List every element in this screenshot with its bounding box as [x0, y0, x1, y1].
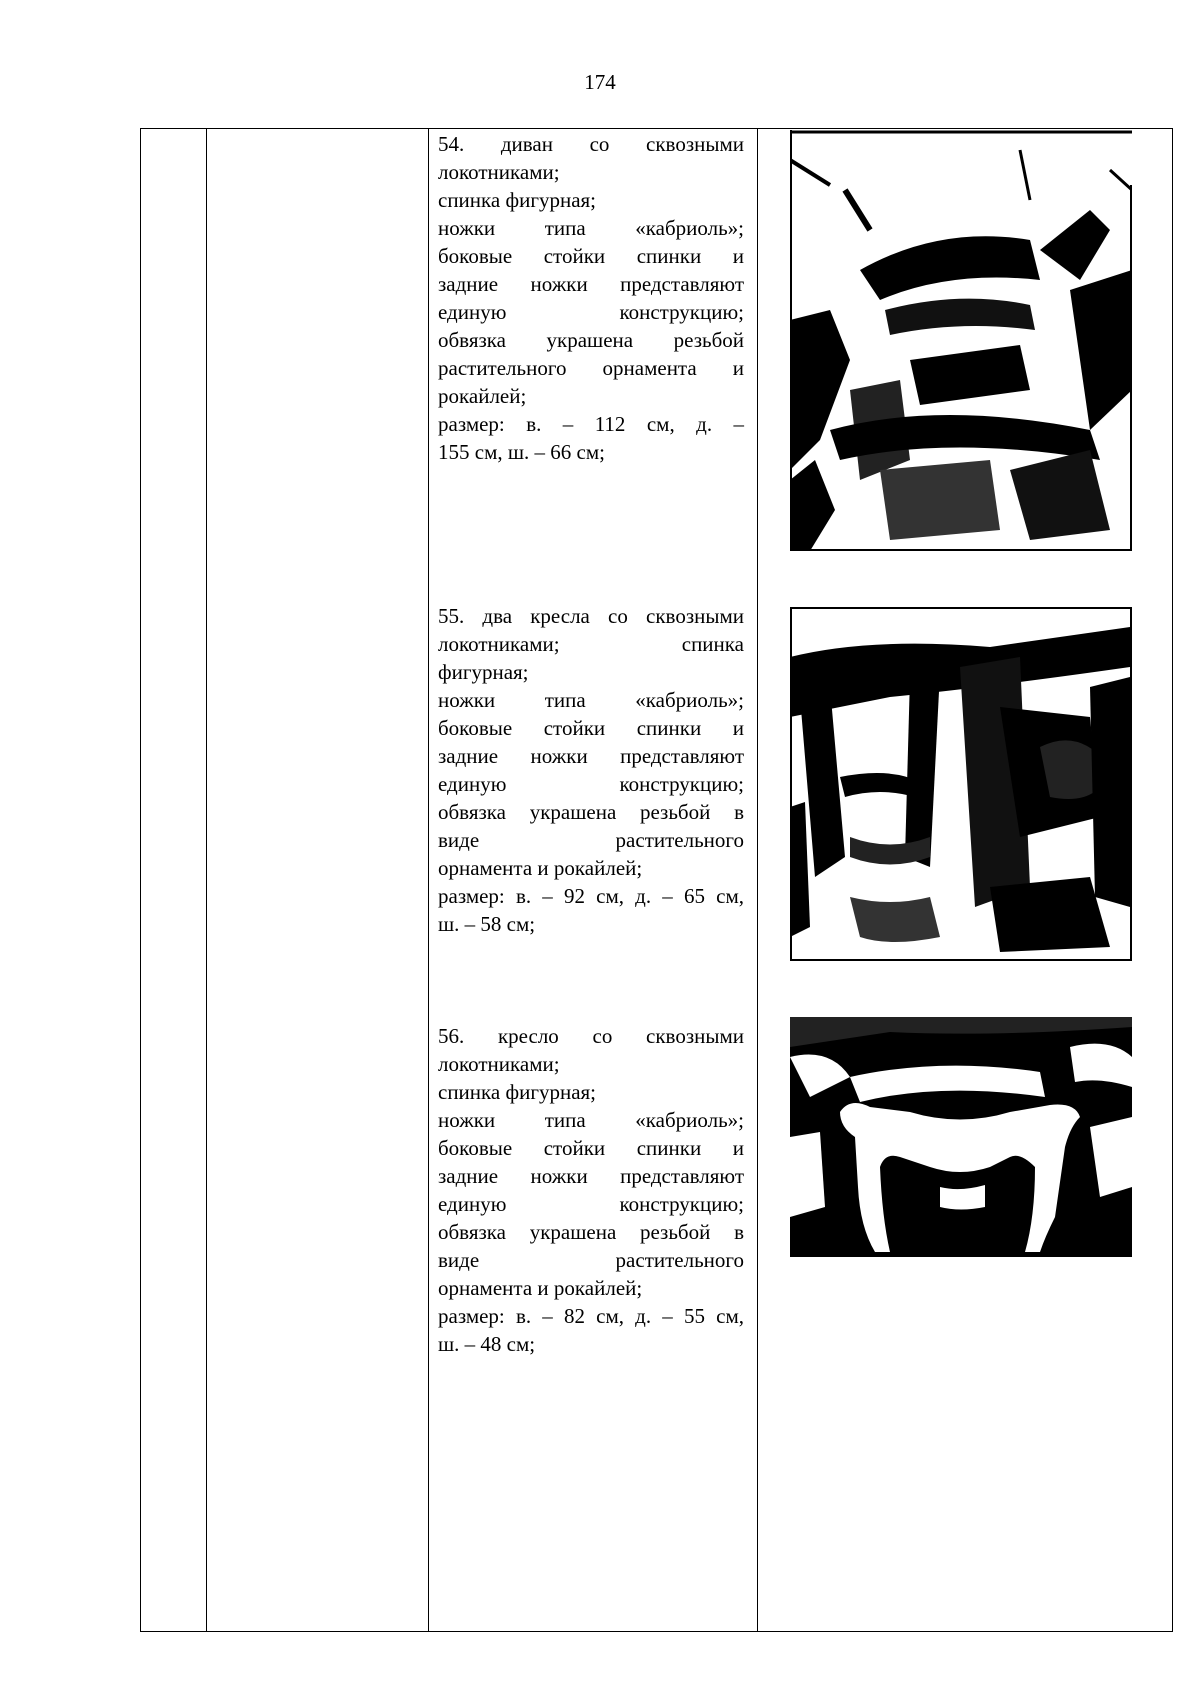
text-line: 54. диван со сквозными	[438, 132, 744, 156]
text-line: локотниками; спинка	[438, 632, 744, 656]
text-line: ножки типа «кабриоль»;	[438, 688, 744, 712]
text-line: задние ножки представляют	[438, 272, 744, 296]
text-line: ш. – 58 см;	[438, 912, 536, 936]
text-line: рокайлей;	[438, 384, 527, 408]
table-column-divider	[428, 128, 429, 1632]
text-line: размер: в. – 92 см, д. – 65 см,	[438, 884, 744, 908]
text-line: единую конструкцию;	[438, 1192, 744, 1216]
text-line: ш. – 48 см;	[438, 1332, 536, 1356]
table-column-divider	[757, 128, 758, 1632]
table-column-divider	[206, 128, 207, 1632]
text-line: боковые стойки спинки и	[438, 716, 744, 740]
text-line: спинка фигурная;	[438, 188, 597, 212]
text-line: боковые стойки спинки и	[438, 244, 744, 268]
text-line: 55. два кресла со сквозными	[438, 604, 744, 628]
text-line: виде растительного	[438, 828, 744, 852]
text-line: единую конструкцию;	[438, 300, 744, 324]
text-line: орнамента и рокайлей;	[438, 1276, 643, 1300]
text-line: единую конструкцию;	[438, 772, 744, 796]
text-line: орнамента и рокайлей;	[438, 856, 643, 880]
text-line: локотниками;	[438, 1052, 560, 1076]
text-line: растительного орнамента и	[438, 356, 744, 380]
text-line: виде растительного	[438, 1248, 744, 1272]
entry-55-description	[438, 602, 744, 938]
text-line: обвязка украшена резьбой в	[438, 800, 744, 824]
text-line: 56. кресло со сквозными	[438, 1024, 744, 1048]
text-line: размер: в. – 82 см, д. – 55 см,	[438, 1304, 744, 1328]
text-line: задние ножки представляют	[438, 1164, 744, 1188]
armchair-photo	[790, 1017, 1132, 1257]
text-line: фигурная;	[438, 660, 529, 684]
text-line: ножки типа «кабриоль»;	[438, 216, 744, 240]
armchairs-photo	[790, 607, 1132, 961]
text-line: задние ножки представляют	[438, 744, 744, 768]
text-line: спинка фигурная;	[438, 1080, 597, 1104]
text-line: локотниками;	[438, 160, 560, 184]
text-line: размер: в. – 112 см, д. –	[438, 412, 744, 436]
page-number: 174	[584, 70, 616, 94]
text-line: боковые стойки спинки и	[438, 1136, 744, 1160]
text-line: 155 см, ш. – 66 см;	[438, 440, 605, 464]
entry-56-description	[438, 1022, 744, 1358]
text-line: обвязка украшена резьбой в	[438, 1220, 744, 1244]
text-line: ножки типа «кабриоль»;	[438, 1108, 744, 1132]
sofa-photo	[790, 130, 1132, 551]
text-line: обвязка украшена резьбой	[438, 328, 744, 352]
entry-54-description	[438, 130, 744, 466]
